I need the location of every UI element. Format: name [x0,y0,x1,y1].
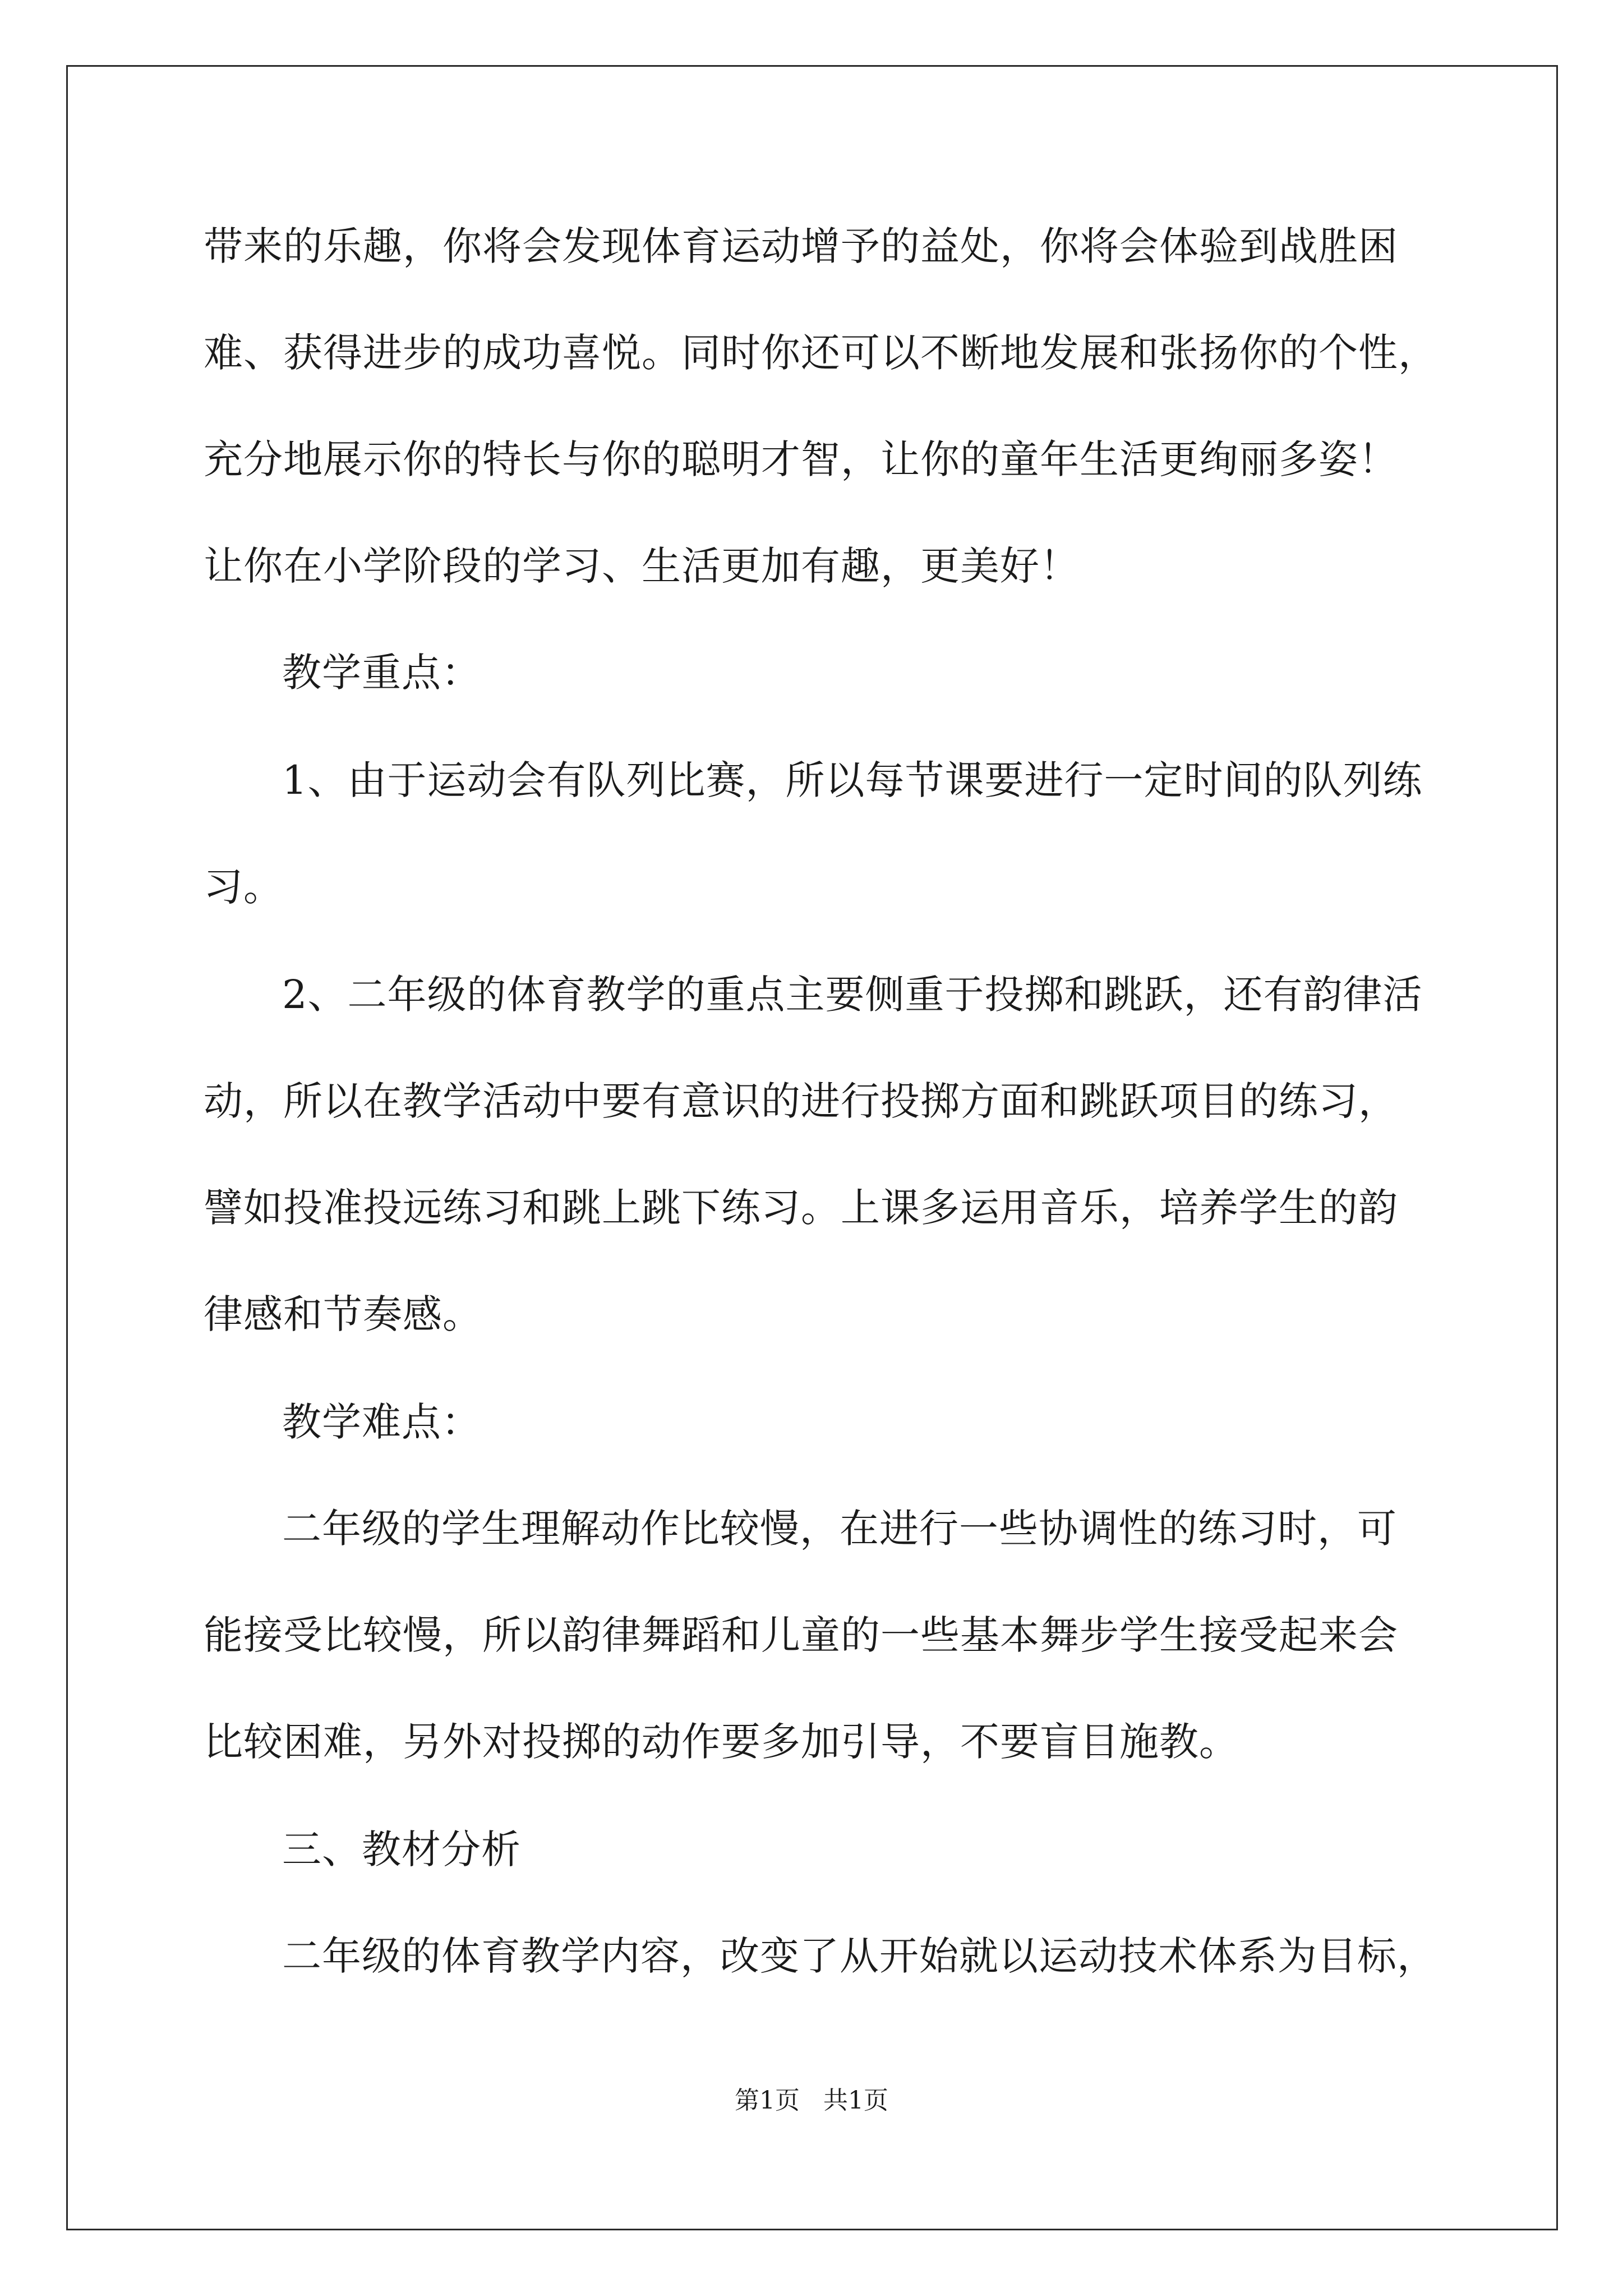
text-line: 1、由于运动会有队列比赛，所以每节课要进行一定时间的队列练 [282,757,1423,803]
section-heading: 教学难点： [282,1399,481,1445]
page-total: 共1页 [823,2086,888,2115]
text-line: 二年级的学生理解动作比较慢，在进行一些协调性的练习时，可 [282,1506,1397,1552]
text-line: 动，所以在教学活动中要有意识的进行投掷方面和跳跃项目的练习， [204,1078,1398,1124]
page-number: 第1页 [735,2086,800,2115]
text-line: 譬如投准投远练习和跳上跳下练习。上课多运用音乐，培养学生的韵 [204,1185,1398,1231]
text-line: 带来的乐趣，你将会发现体育运动增予的益处，你将会体验到战胜困 [204,223,1398,269]
text-line: 律感和节奏感。 [204,1291,482,1337]
text-line: 习。 [204,864,283,910]
text-line: 充分地展示你的特长与你的聪明才智，让你的童年生活更绚丽多姿！ [204,436,1398,482]
text-line: 比较困难，另外对投掷的动作要多加引导，不要盲目施教。 [204,1719,1239,1765]
section-heading: 三、教材分析 [282,1826,521,1872]
text-line: 2、二年级的体育教学的重点主要侧重于投掷和跳跃，还有韵律活 [282,972,1423,1018]
section-heading: 教学重点： [282,650,481,696]
text-line: 能接受比较慢，所以韵律舞蹈和儿童的一些基本舞步学生接受起来会 [204,1612,1398,1658]
text-line: 二年级的体育教学内容，改变了从开始就以运动技术体系为目标， [282,1933,1437,1979]
page-border [66,65,1558,2230]
text-line: 难、获得进步的成功喜悦。同时你还可以不断地发展和张扬你的个性， [204,330,1438,376]
page-footer [0,2084,1623,2118]
text-line: 让你在小学阶段的学习、生活更加有趣，更美好！ [204,543,1080,589]
